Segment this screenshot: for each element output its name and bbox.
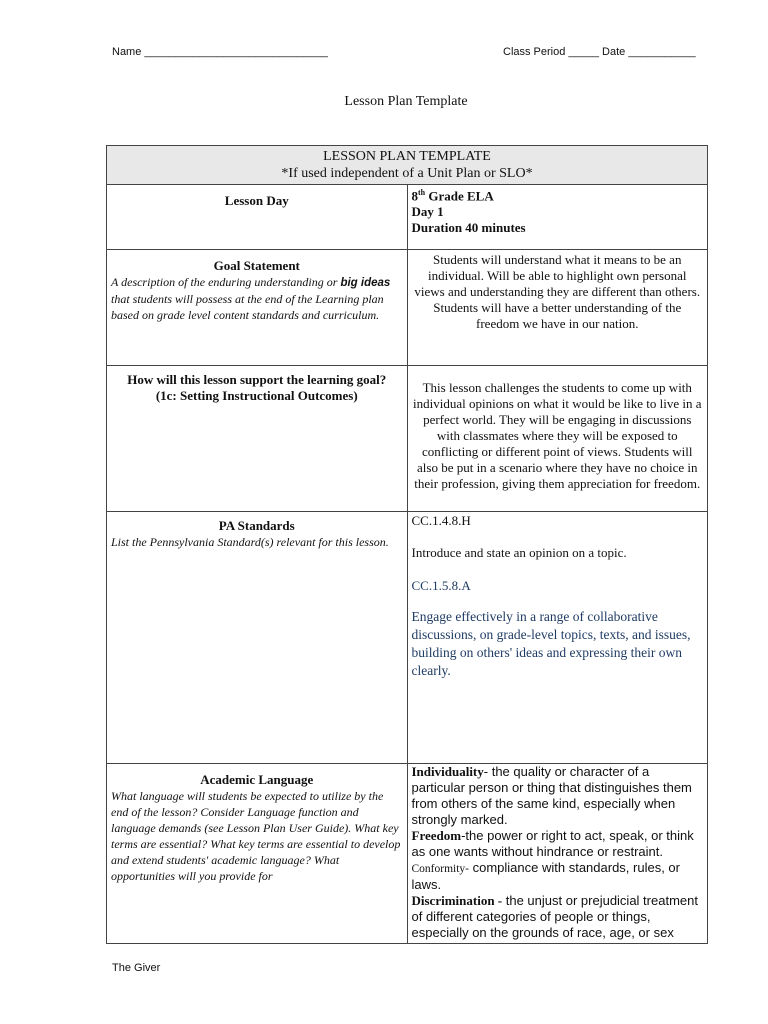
grade-line: 8th Grade ELA bbox=[411, 188, 494, 204]
table-title-row bbox=[107, 146, 708, 185]
pa-standards-label: PA Standards bbox=[218, 518, 295, 533]
day-line: Day 1 bbox=[411, 204, 444, 220]
table-title: LESSON PLAN TEMPLATE bbox=[323, 149, 491, 164]
academic-language-description: What language will students be expected to utilize by the end of the lesson? Consider Language function and language demands (see Lesson Plan User Guide). What key terms are essential? What key terms are essential to develop and extend students' academic language? What opportunities will you provide for bbox=[111, 789, 401, 883]
pa-standards-description: List the Pennsylvania Standard(s) relevant for this lesson. bbox=[111, 535, 389, 549]
goal-row bbox=[107, 250, 708, 366]
academic-language-row bbox=[107, 764, 708, 944]
term-individuality: Individuality- the quality or character of a particular person or thing that distinguishes them from others of the same kind, especially when strongly marked. bbox=[411, 764, 692, 827]
term-conformity: Conformity- compliance with standards, rules, or laws. bbox=[411, 860, 680, 892]
standard-text-1: Introduce and state an opinion on a topic. bbox=[411, 545, 627, 560]
table-subtitle: *If used independent of a Unit Plan or SLO* bbox=[281, 166, 533, 181]
goal-content: Students will understand what it means to be an individual. Will be able to highlight own personal views and understanding they are different than others. Students will have a better understanding of the freedom we have in our nation. bbox=[414, 252, 701, 331]
term-discrimination: Discrimination - the unjust or prejudicial treatment of different categories of people or things, especially on the grounds of race, age, or sex bbox=[411, 893, 698, 940]
support-content: This lesson challenges the students to come up with individual opinions on what it would be like to live in a perfect world. They will be engaging in discussions with classmates where they will be exposed to conflicting or different point of views. Students will also be put in a scenario where they have no choice in their profession, giving them appreciation for freedom. bbox=[413, 380, 702, 491]
footer-label: The Giver bbox=[112, 962, 161, 974]
lesson-day-label: Lesson Day bbox=[224, 193, 289, 208]
standard-text-2: Engage effectively in a range of collaborative discussions, on grade-level topics, texts, and issues, building on others' ideas and expressing their own clearly. bbox=[411, 609, 691, 678]
lesson-plan-table bbox=[106, 145, 708, 944]
support-sublabel: (1c: Setting Instructional Outcomes) bbox=[155, 388, 358, 403]
goal-label: Goal Statement bbox=[213, 258, 300, 273]
standard-code-1: CC.1.4.8.H bbox=[411, 513, 471, 528]
goal-description: A description of the enduring understanding or big ideas that students will possess at the end of the Learning plan based on grade level content standards and curriculum. bbox=[111, 275, 391, 322]
pa-standards-row bbox=[107, 512, 708, 764]
duration-line: Duration 40 minutes bbox=[411, 220, 526, 236]
standard-code-2: CC.1.5.8.A bbox=[411, 578, 471, 593]
class-period-date-label: Class Period _____ Date ___________ bbox=[503, 46, 696, 58]
learning-goal-support-row bbox=[107, 366, 708, 512]
lesson-day-row bbox=[107, 185, 708, 250]
term-freedom: Freedom-the power or right to act, speak, or think as one wants without hindrance or restraint. bbox=[411, 828, 694, 859]
academic-language-label: Academic Language bbox=[200, 772, 314, 787]
support-label: How will this lesson support the learning goal? bbox=[127, 372, 387, 387]
name-field-label: Name ______________________________ bbox=[112, 46, 328, 58]
document-title: Lesson Plan Template bbox=[344, 94, 468, 109]
